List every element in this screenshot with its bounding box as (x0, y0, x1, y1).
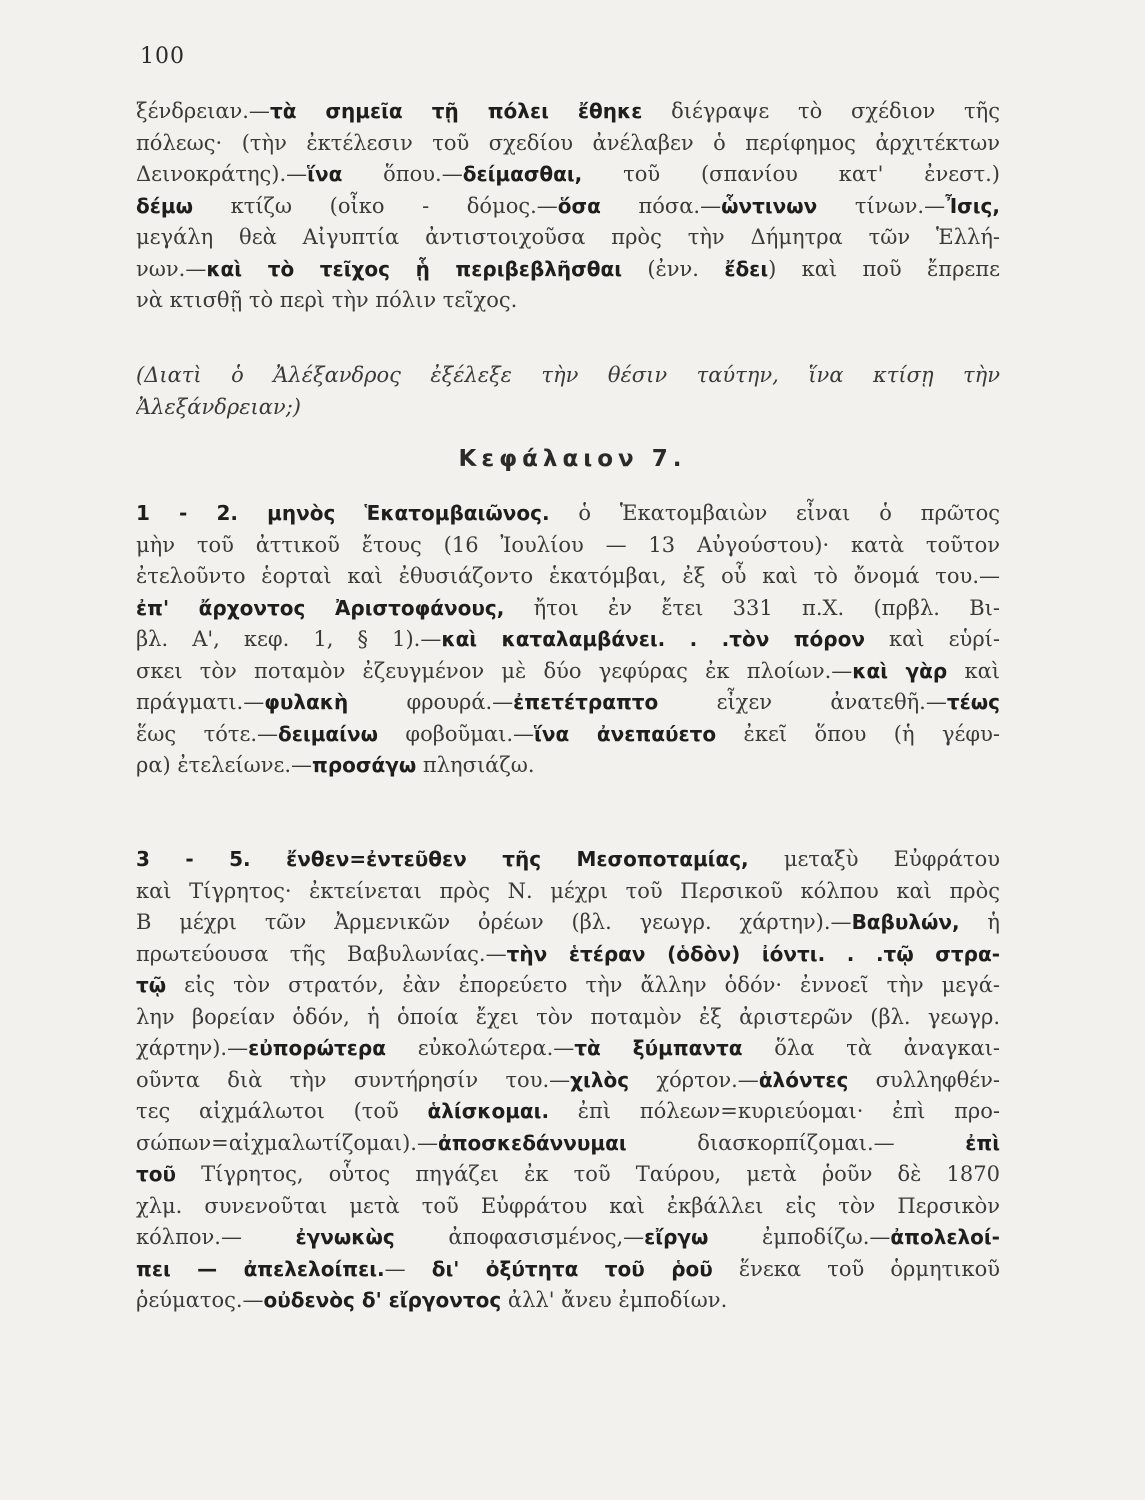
lemma-term: ἵνα ἀνεπαύετο (534, 721, 717, 746)
gloss-text: ἐκεῖ ὅπου (ἡ γέφυ- (716, 721, 1000, 746)
gloss-text: λην βορείαν ὁδόν, ἡ ὁποία ἔχει τὸν ποταμὸν ἐξ ἀριστερῶν (βλ. γεωγρ. (136, 1004, 1000, 1029)
gloss-text: τοῦ (σπανίου κατ' ἐνεστ.) (582, 162, 1000, 186)
lemma-term: δι' ὀξύτητα τοῦ ῥοῦ (431, 1256, 713, 1281)
gloss-text: ἀλλ' ἄνευ ἐμποδίων. (501, 1288, 728, 1312)
text-line (136, 970, 1000, 1002)
lemma-term: ὧντινων (721, 193, 818, 218)
gloss-text: πλησιάζω. (416, 753, 535, 777)
gloss-text: πράγματι.— (136, 690, 265, 714)
gloss-text: ῥεύματος.— (136, 1288, 264, 1312)
text-line (136, 191, 1000, 223)
gloss-text: χλμ. συνενοῦται μετὰ τοῦ Εὐφράτου καὶ ἐκβάλλει εἰς τὸν Περσικὸν (136, 1193, 1000, 1218)
text-line (136, 1002, 1000, 1034)
gloss-text: ξένδρειαν.— (136, 99, 270, 123)
gloss-text: ἡ (959, 910, 1000, 934)
text-line (136, 593, 1000, 625)
lemma-term: τέως (946, 690, 1000, 714)
lemma-term: ἔδει (724, 256, 769, 281)
lemma-term: καὶ τὸ τεῖχος ᾗ περιβεβλῆσθαι (206, 256, 622, 281)
gloss-text: εὐκολώτερα.— (385, 1036, 575, 1060)
text-line (136, 159, 1000, 191)
gloss-text: Β μέχρι τῶν Ἀρμενικῶν ὀρέων (βλ. γεωγρ. χάρτην).— (136, 910, 852, 934)
gloss-text: ὅπου.— (342, 162, 463, 186)
gloss-text: ἕως τότε.— (136, 721, 279, 746)
lemma-term: καὶ γὰρ (852, 658, 948, 683)
gloss-text: συλληφθέν- (848, 1067, 1000, 1092)
page-number: 100 (140, 44, 185, 69)
lemma-term: ἐπὶ (965, 1130, 1000, 1155)
text-line (136, 907, 1000, 939)
gloss-text: κόλπον.— (136, 1225, 296, 1249)
gloss-text: ἤτοι ἐν ἔτει 331 π.Χ. (πρβλ. Βι- (504, 595, 1000, 620)
text-line (136, 656, 1000, 688)
gloss-text: κτίζω (οἶκο - δόμος.— (192, 193, 558, 218)
gloss-text: ἐμποδίζω.— (708, 1225, 891, 1249)
text-line (136, 561, 1000, 593)
lemma-term: ἁλίσκομαι. (427, 1099, 550, 1123)
chapter-heading: Κεφάλαιον 7. (458, 446, 687, 472)
text-line (136, 1096, 1000, 1128)
text-line (136, 844, 1000, 876)
text-line (136, 1065, 1000, 1097)
gloss-text: ἕνεκα τοῦ ὁρμητικοῦ (712, 1256, 1000, 1281)
text-line (136, 392, 1000, 424)
gloss-text: πρωτεύουσα τῆς Βαβυλωνίας.— (136, 941, 507, 966)
gloss-text: οῦντα διὰ τὴν συντήρησίν του.— (136, 1067, 571, 1092)
lemma-term: Βαβυλών, (851, 910, 960, 934)
gloss-text: ἐπὶ πόλεων=κυριεύομαι· ἐπὶ προ- (549, 1099, 1000, 1123)
text-line (136, 498, 1000, 530)
gloss-text: Ἀλεξάνδρειαν;) (136, 394, 301, 419)
text-line (136, 222, 1000, 254)
gloss-text: Τίγρητος, οὗτος πηγάζει ἐκ τοῦ Ταύρου, μετὰ ῥοῦν δὲ 1870 (176, 1162, 1000, 1186)
lemma-term: ἁλόντες (758, 1067, 849, 1092)
gloss-text: ὅλα τὰ ἀναγκαι- (742, 1036, 1000, 1060)
gloss-text: καὶ εὑρί- (864, 627, 1000, 651)
lemma-term: τὰ ξύμπαντα (574, 1036, 743, 1060)
lemma-term: οὐδενὸς δ' εἴργοντος (263, 1288, 502, 1312)
lemma-term: τὰ σημεῖα τῇ πόλει ἔθηκε (269, 99, 643, 123)
gloss-text: χάρτην).— (136, 1036, 249, 1060)
gloss-text: βλ. Α', κεφ. 1, § 1).— (136, 627, 442, 651)
gloss-text: μεταξὺ Εὐφράτου (748, 847, 1000, 871)
lemma-term: ἀπολελοί- (890, 1225, 1000, 1249)
gloss-text: πόσα.— (600, 193, 722, 218)
lemma-term: ἐπ' ἄρχοντος Ἀριστοφάνους, (136, 595, 505, 620)
gloss-text: τες αἰχμάλωτοι (τοῦ (136, 1099, 428, 1123)
text-line (136, 750, 1000, 782)
text-line (136, 1159, 1000, 1191)
lemma-term: ὅσα (557, 193, 601, 218)
text-line (136, 1285, 1000, 1317)
lemma-term: πει — ἀπελελοίπει. (136, 1256, 385, 1281)
gloss-text: εἶχεν ἀνατεθῆ.— (658, 690, 947, 714)
gloss-text: μεγάλη θεὰ Αἰγυπτία ἀντιστοιχοῦσα πρὸς τὴν Δήμητρα τῶν Ἑλλή- (136, 225, 1000, 249)
gloss-text: Δεινοκράτης).— (136, 162, 308, 186)
text-line (136, 1254, 1000, 1286)
gloss-text: ἐτελοῦντο ἑορταὶ καὶ ἐθυσιάζοντο ἑκατόμβαι, ἐξ οὗ καὶ τὸ ὄνομά του.— (136, 564, 1000, 588)
text-line (136, 1222, 1000, 1254)
gloss-text: νων.— (136, 256, 207, 281)
gloss-text: φρουρά.— (348, 690, 514, 714)
commentary-block-3 (136, 844, 1000, 1317)
lemma-term: καὶ καταλαμβάνει. . .τὸν πόρον (441, 627, 865, 651)
lemma-term: ἀποσκεδάννυμαι (437, 1130, 627, 1155)
text-line (136, 719, 1000, 751)
text-line (136, 360, 1000, 392)
gloss-text: ) καὶ ποῦ ἔπρεπε (768, 256, 1000, 281)
gloss-text: τίνων.— (817, 193, 946, 218)
lemma-term: εἴργω (644, 1225, 709, 1249)
lemma-term: ἐγνωκὼς (295, 1225, 395, 1249)
commentary-block-1 (136, 96, 1000, 317)
lemma-term: τὴν ἑτέραν (ὁδὸν) ἰόντι. . .τῷ στρα- (506, 941, 1000, 966)
lemma-term: ἵνα (307, 162, 343, 186)
lemma-term: χιλὸς (570, 1067, 630, 1092)
commentary-block-2 (136, 498, 1000, 782)
text-line (136, 1128, 1000, 1160)
lemma-term: Ἶσις, (945, 193, 1000, 218)
lemma-term: δείμασθαι, (462, 162, 583, 186)
text-line (136, 1033, 1000, 1065)
text-line (136, 876, 1000, 908)
gloss-text: χόρτον.— (629, 1067, 759, 1092)
text-line (136, 939, 1000, 971)
gloss-text: διέγραψε τὸ σχέδιον τῆς (642, 99, 1000, 123)
lemma-term: φυλακὴ (264, 690, 349, 714)
text-line (136, 254, 1000, 286)
gloss-text: ρα) ἐτελείωνε.— (136, 753, 313, 777)
gloss-text: (Διατὶ ὁ Ἀλέξανδρος ἐξέλεξε τὴν θέσιν ταύτην, ἵνα κτίσῃ τὴν (136, 363, 1000, 387)
text-line (136, 96, 1000, 128)
gloss-text: ἀποφασισμένος,— (394, 1225, 645, 1249)
text-line (136, 285, 1000, 317)
gloss-text: ὁ Ἑκατομβαιὼν εἶναι ὁ πρῶτος (549, 501, 1000, 525)
gloss-text: μὴν τοῦ ἀττικοῦ ἔτους (16 Ἰουλίου — 13 Αὐγούστου)· κατὰ τοῦτον (136, 532, 1000, 557)
gloss-text: διασκορπίζομαι.— (626, 1130, 966, 1155)
gloss-text: σώπων=αἰχμαλωτίζομαι).— (136, 1130, 438, 1155)
lemma-term: τοῦ (136, 1162, 177, 1186)
gloss-text: — (384, 1256, 432, 1281)
gloss-text: καὶ Τίγρητος· ἐκτείνεται πρὸς Ν. μέχρι τοῦ Περσικοῦ κόλπου καὶ πρὸς (136, 878, 1000, 903)
gloss-text: εἰς τὸν στρατόν, ἐὰν ἐπορεύετο τὴν ἄλλην ὁδόν· ἐννοεῖ τὴν μεγά- (166, 973, 1000, 997)
text-line (136, 624, 1000, 656)
lemma-term: προσάγω (312, 753, 417, 777)
gloss-text: σκει τὸν ποταμὸν ἐζευγμένον μὲ δύο γεφύρας ἐκ πλοίων.— (136, 658, 853, 683)
lemma-term: δέμω (136, 193, 193, 218)
gloss-text: καὶ (947, 658, 1000, 683)
lemma-term: ἐπετέτραπτο (513, 690, 659, 714)
gloss-text: πόλεως· (τὴν ἐκτέλεσιν τοῦ σχεδίου ἀνέλαβεν ὁ περίφημος ἀρχιτέκτων (136, 130, 1000, 155)
lemma-term: εὐπορώτερα (248, 1036, 386, 1060)
gloss-text: (ἐνν. (622, 256, 725, 281)
lemma-term: 1 - 2. μηνὸς Ἑκατομβαιῶνος. (136, 501, 550, 525)
question-block (136, 360, 1000, 423)
text-line (136, 1191, 1000, 1223)
text-line (136, 128, 1000, 160)
lemma-term: δειμαίνω (278, 721, 378, 746)
text-line (136, 530, 1000, 562)
text-line (136, 687, 1000, 719)
gloss-text: νὰ κτισθῇ τὸ περὶ τὴν πόλιν τεῖχος. (136, 288, 518, 312)
gloss-text: φοβοῦμαι.— (377, 721, 535, 746)
lemma-term: τῷ (136, 973, 167, 997)
lemma-term: 3 - 5. ἔνθεν=ἐντεῦθεν τῆς Μεσοποταμίας, (136, 847, 749, 871)
